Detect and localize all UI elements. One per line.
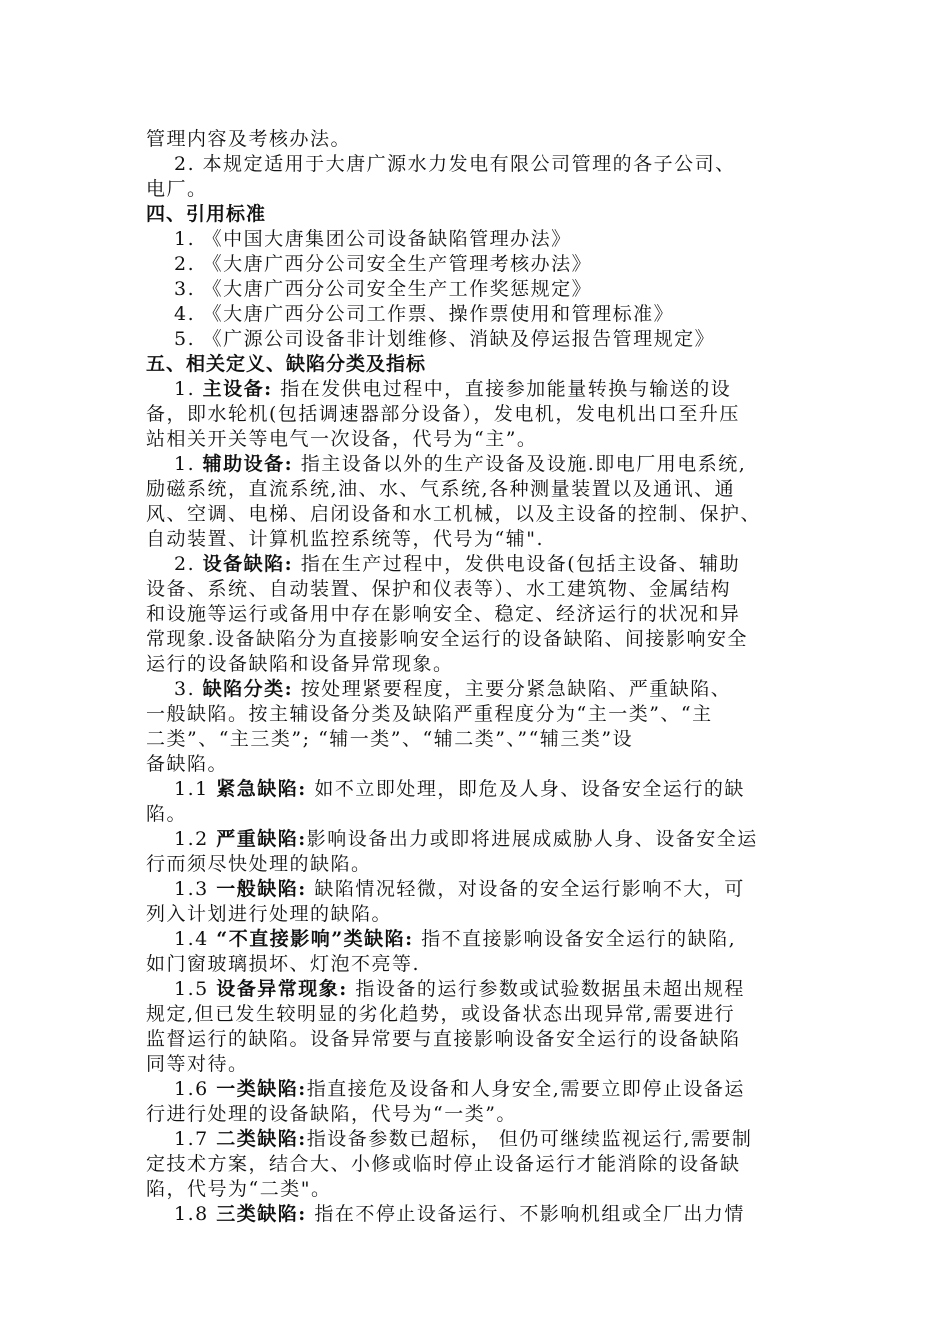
paragraph-line: 设备、系统、自动装置、保护和仪表等）、水工建筑物、金属结构 xyxy=(146,578,732,600)
item-number: 1.6 xyxy=(174,1078,217,1100)
item-number: 1.7 xyxy=(174,1128,217,1150)
paragraph-line: 电厂。 xyxy=(146,178,208,200)
definition-line xyxy=(174,826,816,852)
paragraph-line: 励磁系统，直流系统,油、水、气系统,各种测量装置以及通讯、通 xyxy=(146,478,736,500)
paragraph-line: 陷，代号为“二类"。 xyxy=(146,1178,332,1200)
reference-item: 4. 《大唐广西分公司工作票、操作票使用和管理标准》 xyxy=(174,303,675,325)
item-number: 1.5 xyxy=(174,978,217,1000)
reference-item: 1. 《中国大唐集团公司设备缺陷管理办法》 xyxy=(174,228,572,250)
paragraph-line: 运行的设备缺陷和设备异常现象。 xyxy=(146,653,454,675)
reference-item: 5. 《广源公司设备非计划维修、消缺及停运报告管理规定》 xyxy=(174,328,716,350)
item-number: 1.4 xyxy=(174,928,217,950)
definition-line xyxy=(174,976,816,1002)
item-number: 1. xyxy=(174,453,203,475)
term-text: 影响设备出力或即将进展成威胁人身、设备安全运 xyxy=(306,828,758,850)
definition-line xyxy=(174,1201,816,1227)
paragraph-line: 监督运行的缺陷。设备异常要与直接影响设备安全运行的设备缺陷 xyxy=(146,1028,741,1050)
term-label: 设备缺陷: xyxy=(202,553,294,575)
definition-line xyxy=(174,676,816,702)
term-label: 一类缺陷: xyxy=(216,1078,307,1100)
term-label: 紧急缺陷: xyxy=(216,778,307,800)
paragraph-line: 站相关开关等电气一次设备，代号为“主”。 xyxy=(146,428,538,450)
reference-item: 3. 《大唐广西分公司安全生产工作奖惩规定》 xyxy=(174,278,593,300)
term-label: 设备异常现象: xyxy=(216,978,348,1000)
definition-line xyxy=(174,1126,816,1152)
term-label: 主设备: xyxy=(202,378,273,400)
paragraph-line: 管理内容及考核办法。 xyxy=(146,128,352,150)
paragraph-line: 陷。 xyxy=(146,803,188,825)
paragraph-line: 列入计划进行处理的缺陷。 xyxy=(146,903,393,925)
item-number: 1. xyxy=(174,378,203,400)
paragraph-line: 同等对待。 xyxy=(146,1053,249,1075)
term-text: 指不直接影响设备安全运行的缺陷, xyxy=(413,928,737,950)
term-text: 如不立即处理，即危及人身、设备安全运行的缺 xyxy=(306,778,745,800)
paragraph-line: 如门窗玻璃损坏、灯泡不亮等. xyxy=(146,953,421,975)
item-number: 1.2 xyxy=(174,828,217,850)
term-label: “不直接影响”类缺陷: xyxy=(216,928,414,950)
definition-line xyxy=(174,551,816,577)
item-number: 1.3 xyxy=(174,878,217,900)
item-number: 3. xyxy=(174,678,203,700)
paragraph-line: 风、空调、电梯、启闭设备和水工机械，以及主设备的控制、保护、 xyxy=(146,503,762,525)
term-text: 指设备参数已超标， 但仍可继续监视运行,需要制 xyxy=(306,1128,753,1150)
paragraph-line: 和设施等运行或备用中存在影响安全、稳定、经济运行的状况和异 xyxy=(146,603,741,625)
definition-line xyxy=(174,926,816,952)
item-number: 1.1 xyxy=(174,778,217,800)
section-heading: 五、相关定义、缺陷分类及指标 xyxy=(146,353,427,375)
term-label: 二类缺陷: xyxy=(216,1128,307,1150)
definition-line xyxy=(174,876,816,902)
term-text: 指在发供电过程中，直接参加能量转换与输送的设 xyxy=(272,378,732,400)
paragraph-line: 二类”、“主三类”; “辅一类”、“辅二类”、”“辅三类”设 xyxy=(146,728,634,750)
definition-line xyxy=(174,376,816,402)
definition-line xyxy=(174,776,816,802)
term-label: 一般缺陷: xyxy=(216,878,307,900)
term-label: 缺陷分类: xyxy=(202,678,294,700)
term-label: 三类缺陷: xyxy=(216,1203,307,1225)
paragraph-line: 行进行处理的设备缺陷，代号为“一类”。 xyxy=(146,1103,517,1125)
paragraph-line: 定技术方案，结合大、小修或临时停止设备运行才能消除的设备缺 xyxy=(146,1153,741,1175)
term-text: 按处理紧要程度，主要分紧急缺陷、严重缺陷、 xyxy=(293,678,732,700)
term-text: 指在生产过程中，发供电设备(包括主设备、辅助 xyxy=(293,553,741,575)
paragraph-line: 备，即水轮机(包括调速器部分设备），发电机，发电机出口至升压 xyxy=(146,403,740,425)
paragraph-line: 自动装置、计算机监控系统等，代号为“辅". xyxy=(146,528,544,550)
definition-line xyxy=(174,1076,816,1102)
term-text: 指直接危及设备和人身安全,需要立即停止设备运 xyxy=(306,1078,745,1100)
paragraph-line: 一般缺陷。按主辅设备分类及缺陷严重程度分为“主一类”、“主 xyxy=(146,703,713,725)
term-label: 辅助设备: xyxy=(202,453,294,475)
reference-item: 2. 《大唐广西分公司安全生产管理考核办法》 xyxy=(174,253,593,275)
item-number: 1.8 xyxy=(174,1203,217,1225)
section-heading: 四、引用标准 xyxy=(146,203,267,225)
paragraph-line: 备缺陷。 xyxy=(146,753,229,775)
term-text: 缺陷情况轻微，对设备的安全运行影响不大，可 xyxy=(306,878,745,900)
paragraph-line: 行而须尽快处理的缺陷。 xyxy=(146,853,372,875)
term-text: 指在不停止设备运行、不影响机组或全厂出力情 xyxy=(306,1203,745,1225)
item-number: 2. xyxy=(174,553,203,575)
paragraph-line: 常现象.设备缺陷分为直接影响安全运行的设备缺陷、间接影响安全 xyxy=(146,628,749,650)
paragraph-line: 规定,但已发生较明显的劣化趋势，或设备状态出现异常,需要进行 xyxy=(146,1003,736,1025)
definition-line xyxy=(174,451,816,477)
term-text: 指主设备以外的生产设备及设施.即电厂用电系统, xyxy=(293,453,747,475)
term-text: 指设备的运行参数或试验数据虽未超出规程 xyxy=(347,978,745,1000)
list-item: 2. 本规定适用于大唐广源水力发电有限公司管理的各子公司、 xyxy=(174,153,736,175)
term-label: 严重缺陷: xyxy=(216,828,307,850)
